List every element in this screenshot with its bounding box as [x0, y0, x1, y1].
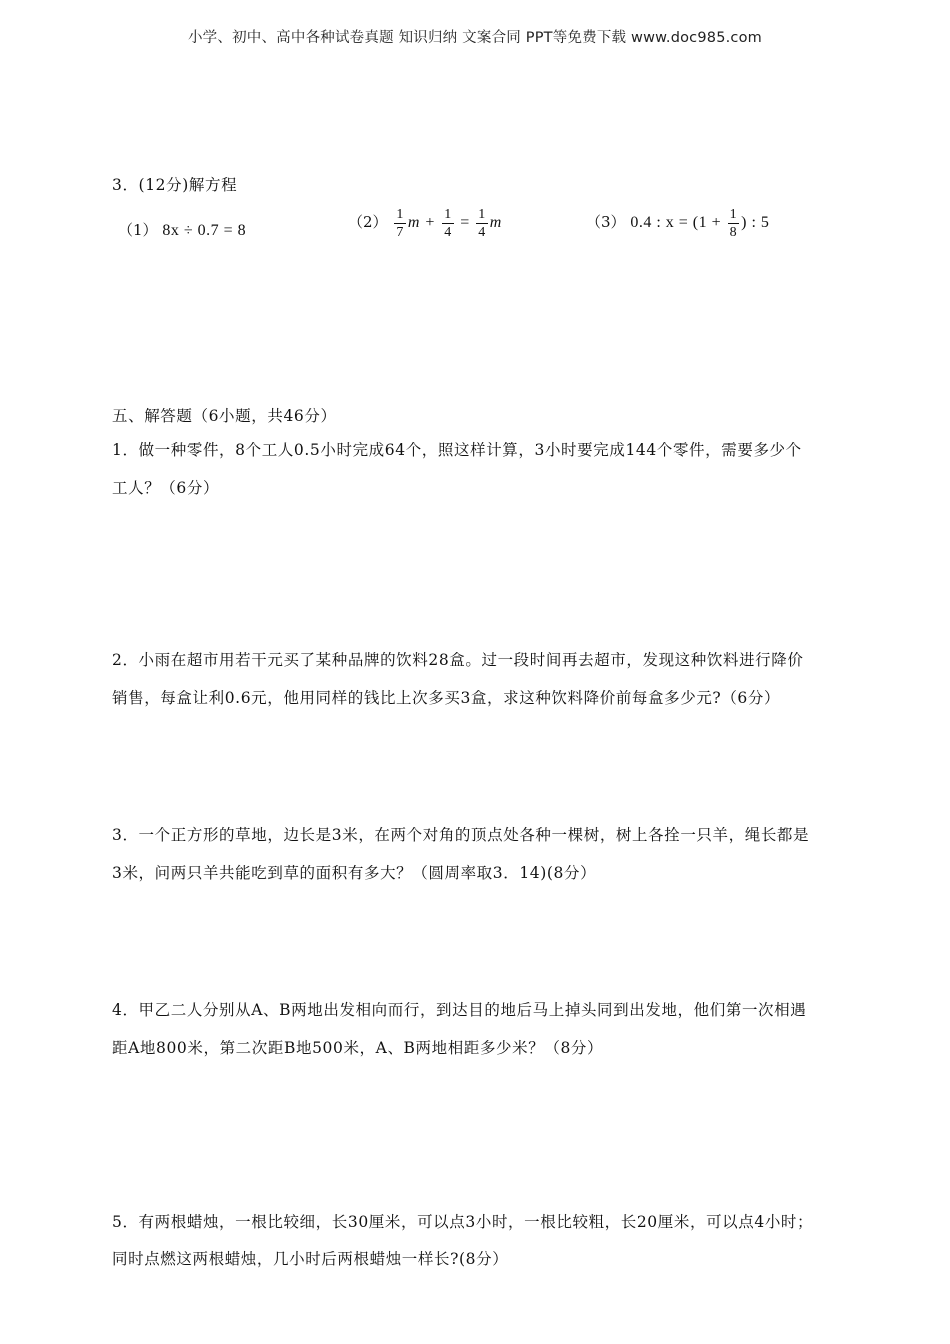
section-5-title: 五、解答题（6小题，共46分） [112, 407, 337, 425]
equation-2 [348, 206, 502, 241]
equation-2-label: （2） [348, 213, 388, 232]
question-3-title: 3．(12分)解方程 [112, 176, 238, 194]
fraction: $\frac{1}{7}$ [396, 207, 404, 240]
equation-1-expression: 8x ÷ 0.7 = 8 [162, 222, 247, 239]
problem-1-line-2: 工人？（6分） [112, 479, 220, 497]
problem-1-line-1: 1．做一种零件，8个工人0.5小时完成64个，照这样计算，3小时要完成144个零件，需要多少个 [112, 441, 802, 459]
equation-3 [586, 206, 769, 241]
equation-1-label: （1） [118, 221, 158, 239]
problem-4-line-1: 4．甲乙二人分别从A、B两地出发相向而行，到达目的地后马上掉头同到出发地，他们第一次相遇 [112, 1001, 807, 1019]
problem-2-line-1: 2．小雨在超市用若干元买了某种品牌的饮料28盒。过一段时间再去超市，发现这种饮料进行降价 [112, 651, 804, 669]
problem-5-line-1: 5．有两根蜡烛，一根比较细，长30厘米，可以点3小时，一根比较粗，长20厘米，可以点4小时； [112, 1213, 814, 1231]
problem-3-line-2: 3米，问两只羊共能吃到草的面积有多大？（圆周率取3．14)(8分） [112, 864, 597, 882]
page-header: 小学、初中、高中各种试卷真题 知识归纳 文案合同 PPT等免费下载 www.doc985.com [187, 30, 763, 46]
equation-2-expression: $\frac{1}{7}$ m + $\frac{1}{4}$ = $\frac{1}{4}$ m [396, 207, 502, 240]
fraction: $\frac{1}{4}$ [478, 207, 486, 240]
problem-4-line-2: 距A地800米，第二次距B地500米，A、B两地相距多少米？（8分） [112, 1039, 604, 1057]
problem-2-line-2: 销售，每盒让利0.6元，他用同样的钱比上次多买3盒，求这种饮料降价前每盒多少元?（6分） [112, 689, 781, 707]
fraction: $\frac{1}{8}$ [729, 207, 738, 240]
equation-1 [118, 219, 246, 242]
fraction: $\frac{1}{4}$ [444, 207, 452, 240]
problem-5-line-2: 同时点燃这两根蜡烛，几小时后两根蜡烛一样长?(8分） [112, 1250, 509, 1268]
equation-3-expression: 0.4 : x = (1 + $\frac{1}{8}$ ) : 5 [630, 207, 770, 240]
problem-3-line-1: 3．一个正方形的草地，边长是3米，在两个对角的顶点处各种一棵树，树上各拴一只羊，绳长都是 [112, 826, 810, 844]
equation-3-label: （3） [586, 213, 626, 232]
